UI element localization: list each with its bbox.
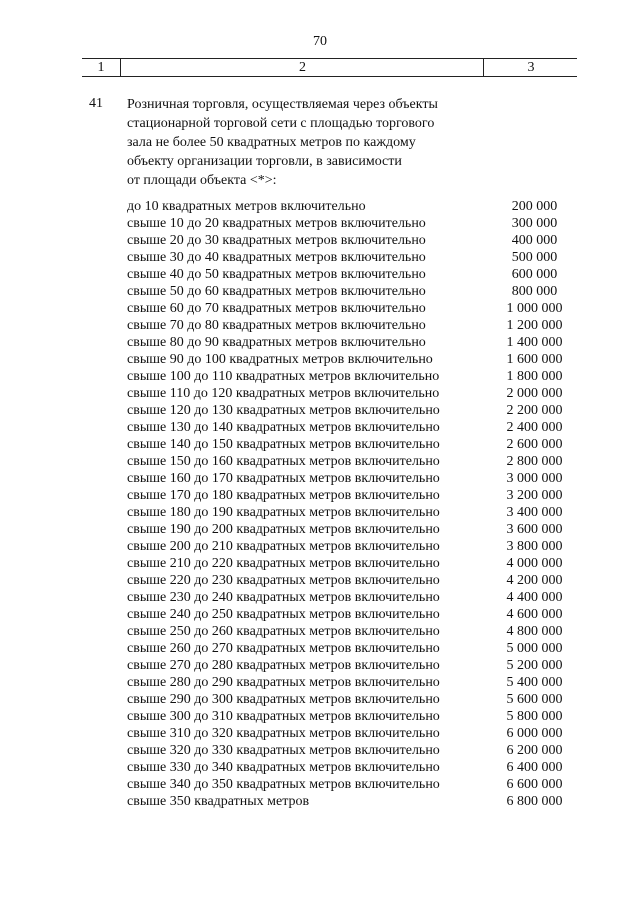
rate-value: 1 400 000	[506, 335, 563, 350]
rate-value: 2 000 000	[506, 386, 563, 401]
rate-row	[127, 317, 582, 334]
rate-value: 4 000 000	[506, 556, 563, 571]
table-header	[82, 58, 577, 77]
rate-row	[127, 453, 582, 470]
rate-value: 6 800 000	[506, 794, 563, 809]
rate-value: 3 600 000	[506, 522, 563, 537]
rate-row	[127, 572, 582, 589]
rate-value: 3 200 000	[506, 488, 563, 503]
area-range-label: свыше 270 до 280 квадратных метров включительно	[127, 658, 440, 673]
description-line: объекту организации торговли, в зависимости	[127, 154, 402, 169]
area-range-label: свыше 350 квадратных метров	[127, 794, 310, 809]
rate-row	[127, 351, 582, 368]
rate-row	[127, 249, 582, 266]
rate-row	[127, 436, 582, 453]
area-range-label: свыше 70 до 80 квадратных метров включительно	[127, 318, 426, 333]
rate-value: 4 400 000	[506, 590, 563, 605]
rate-row	[127, 589, 582, 606]
rate-value: 300 000	[511, 216, 558, 231]
area-range-label: свыше 50 до 60 квадратных метров включительно	[127, 284, 426, 299]
rate-value: 6 600 000	[506, 777, 563, 792]
area-range-label: свыше 250 до 260 квадратных метров включительно	[127, 624, 440, 639]
area-range-label: свыше 100 до 110 квадратных метров включительно	[127, 369, 440, 384]
rate-row	[127, 402, 582, 419]
rate-row	[127, 691, 582, 708]
activity-description	[127, 95, 487, 190]
rate-value: 200 000	[511, 199, 558, 214]
rate-value: 6 000 000	[506, 726, 563, 741]
area-range-label: свыше 310 до 320 квадратных метров включительно	[127, 726, 440, 741]
area-range-label: до 10 квадратных метров включительно	[127, 199, 366, 214]
description-line: стационарной торговой сети с площадью торгового	[127, 116, 435, 131]
rate-value: 6 200 000	[506, 743, 563, 758]
rate-value: 4 800 000	[506, 624, 563, 639]
area-range-label: свыше 30 до 40 квадратных метров включительно	[127, 250, 426, 265]
area-range-label: свыше 240 до 250 квадратных метров включительно	[127, 607, 440, 622]
area-range-label: свыше 80 до 90 квадратных метров включительно	[127, 335, 426, 350]
rate-value: 800 000	[511, 284, 558, 299]
rate-value: 1 200 000	[506, 318, 563, 333]
rate-row	[127, 759, 582, 776]
area-range-label: свыше 200 до 210 квадратных метров включительно	[127, 539, 440, 554]
rate-row	[127, 300, 582, 317]
rate-row	[127, 283, 582, 300]
rate-row	[127, 198, 582, 215]
rate-value: 5 000 000	[506, 641, 563, 656]
area-range-label: свыше 20 до 30 квадратных метров включительно	[127, 233, 426, 248]
area-range-label: свыше 180 до 190 квадратных метров включительно	[127, 505, 440, 520]
rate-value: 2 400 000	[506, 420, 563, 435]
rate-row	[127, 555, 582, 572]
rate-row	[127, 521, 582, 538]
rate-value: 3 000 000	[506, 471, 563, 486]
rate-value: 600 000	[511, 267, 558, 282]
rate-value: 400 000	[511, 233, 558, 248]
rate-row	[127, 606, 582, 623]
rate-row	[127, 657, 582, 674]
description-line: зала не более 50 квадратных метров по каждому	[127, 135, 416, 150]
rate-value: 1 000 000	[506, 301, 563, 316]
rate-value: 1 600 000	[506, 352, 563, 367]
area-range-label: свыше 120 до 130 квадратных метров включительно	[127, 403, 440, 418]
rate-list	[127, 198, 582, 810]
column-header-2: 2	[120, 59, 484, 76]
rate-value: 5 400 000	[506, 675, 563, 690]
area-range-label: свыше 110 до 120 квадратных метров включительно	[127, 386, 440, 401]
rate-row	[127, 538, 582, 555]
rate-row	[127, 470, 582, 487]
rate-row	[127, 266, 582, 283]
area-range-label: свыше 300 до 310 квадратных метров включительно	[127, 709, 440, 724]
rate-row	[127, 725, 582, 742]
area-range-label: свыше 60 до 70 квадратных метров включительно	[127, 301, 426, 316]
rate-row	[127, 708, 582, 725]
rate-value: 5 800 000	[506, 709, 563, 724]
area-range-label: свыше 220 до 230 квадратных метров включительно	[127, 573, 440, 588]
rate-value: 3 800 000	[506, 539, 563, 554]
rate-value: 4 600 000	[506, 607, 563, 622]
area-range-label: свыше 280 до 290 квадратных метров включительно	[127, 675, 440, 690]
area-range-label: свыше 130 до 140 квадратных метров включительно	[127, 420, 440, 435]
area-range-label: свыше 190 до 200 квадратных метров включительно	[127, 522, 440, 537]
area-range-label: свыше 210 до 220 квадратных метров включительно	[127, 556, 440, 571]
rate-value: 500 000	[511, 250, 558, 265]
description-line: Розничная торговля, осуществляемая через объекты	[127, 97, 438, 112]
rate-row	[127, 674, 582, 691]
area-range-label: свыше 260 до 270 квадратных метров включительно	[127, 641, 440, 656]
area-range-label: свыше 140 до 150 квадратных метров включительно	[127, 437, 440, 452]
rate-row	[127, 487, 582, 504]
page-number: 70	[313, 34, 327, 49]
rate-row	[127, 640, 582, 657]
rate-row	[127, 623, 582, 640]
rate-row	[127, 215, 582, 232]
rate-row	[127, 504, 582, 521]
area-range-label: свыше 330 до 340 квадратных метров включительно	[127, 760, 440, 775]
rate-row	[127, 232, 582, 249]
area-range-label: свыше 160 до 170 квадратных метров включительно	[127, 471, 440, 486]
rate-row	[127, 419, 582, 436]
area-range-label: свыше 10 до 20 квадратных метров включительно	[127, 216, 426, 231]
rate-row	[127, 776, 582, 793]
area-range-label: свыше 320 до 330 квадратных метров включительно	[127, 743, 440, 758]
area-range-label: свыше 340 до 350 квадратных метров включительно	[127, 777, 440, 792]
rate-value: 3 400 000	[506, 505, 563, 520]
description-line: от площади объекта <*>:	[127, 173, 277, 188]
area-range-label: свыше 150 до 160 квадратных метров включительно	[127, 454, 440, 469]
rate-value: 6 400 000	[506, 760, 563, 775]
rate-row	[127, 334, 582, 351]
rate-value: 2 600 000	[506, 437, 563, 452]
area-range-label: свыше 230 до 240 квадратных метров включительно	[127, 590, 440, 605]
area-range-label: свыше 290 до 300 квадратных метров включительно	[127, 692, 440, 707]
area-range-label: свыше 40 до 50 квадратных метров включительно	[127, 267, 426, 282]
rate-value: 5 600 000	[506, 692, 563, 707]
area-range-label: свыше 170 до 180 квадратных метров включительно	[127, 488, 440, 503]
rate-value: 1 800 000	[506, 369, 563, 384]
rate-value: 2 800 000	[506, 454, 563, 469]
rate-row	[127, 385, 582, 402]
rate-value: 4 200 000	[506, 573, 563, 588]
row-number: 41	[89, 96, 103, 111]
rate-value: 5 200 000	[506, 658, 563, 673]
rate-value: 2 200 000	[506, 403, 563, 418]
area-range-label: свыше 90 до 100 квадратных метров включительно	[127, 352, 433, 367]
rate-row	[127, 742, 582, 759]
column-header-1: 1	[97, 60, 105, 75]
rate-row	[127, 368, 582, 385]
rate-row	[127, 793, 582, 810]
column-header-3: 3	[483, 59, 578, 76]
